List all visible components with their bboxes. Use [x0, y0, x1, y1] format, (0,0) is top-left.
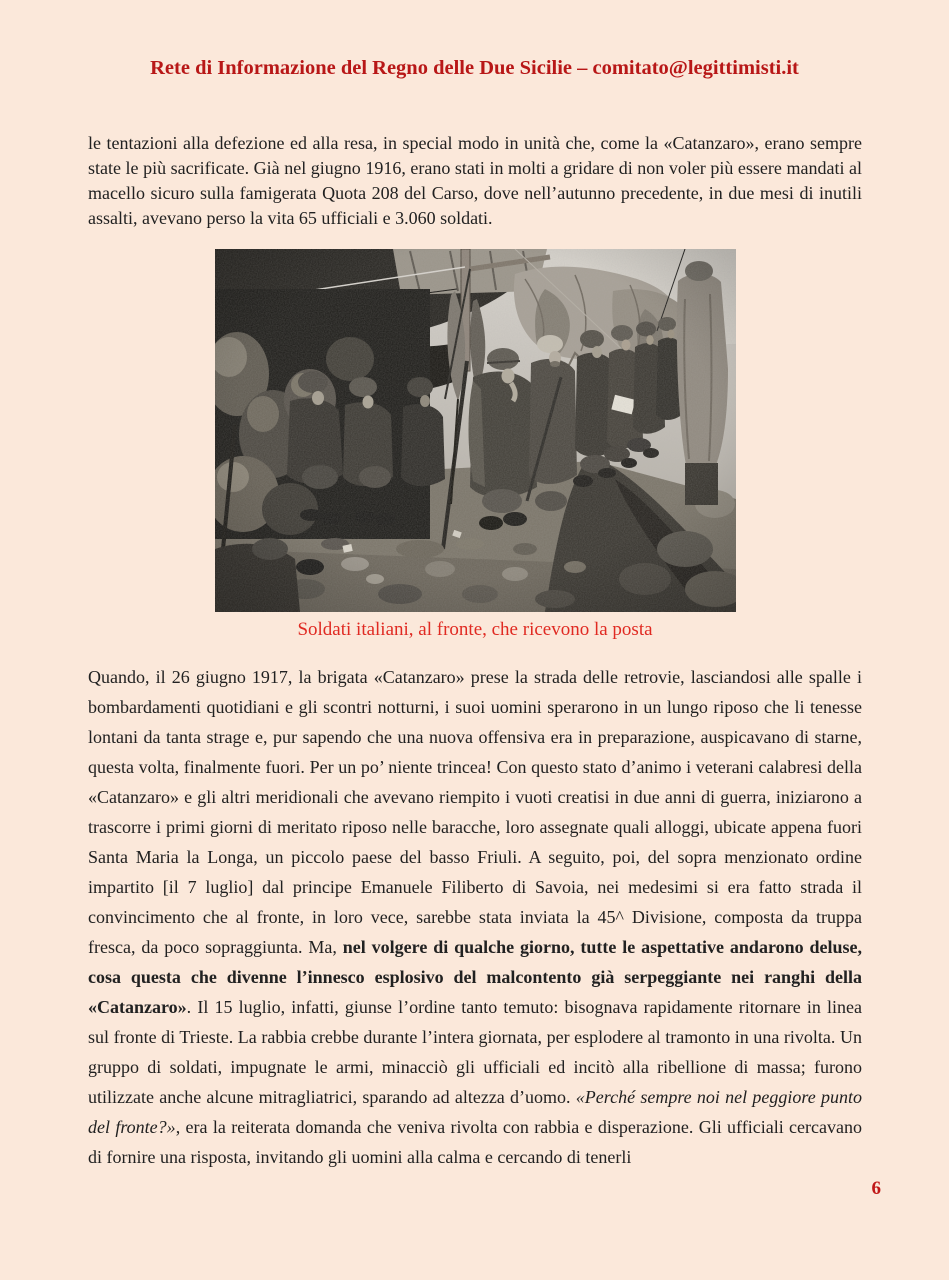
page-number: 6 [871, 1178, 881, 1199]
trench-photo [215, 249, 736, 612]
newsletter-header: Rete di Informazione del Regno delle Due Sicilie – comitato@legittimisti.it [150, 57, 799, 79]
photo-caption: Soldati italiani, al fronte, che ricevono la posta [297, 619, 653, 640]
photo-figure [215, 249, 736, 643]
paragraph-main: Quando, il 26 giugno 1917, la brigata «Catanzaro» prese la strada delle retrovie, lasciandosi alle spalle i bombardamenti quotidiani e gli scontri notturni, i suoi uomini sperarono in un lungo riposo che li tenesse lontani da tanta strage e, pur sapendo che una nuova offensiva era in preparazione, auspicavano di starne, questa volta, finalmente fuori. Per un po’ niente trincea! Con questo stato d’animo i veterani calabresi della «Catanzaro» e gli altri meridionali che avevano riempito i vuoti creatisi in due anni di guerra, iniziarono a trascorre i primi giorni di meritato riposo nelle baracche, loro assegnate quali alloggi, ubicate appena fuori Santa Maria la Longa, un piccolo paese del basso Friuli. A seguito, poi, del sopra menzionato ordine impartito [il 7 luglio] dal principe Emanuele Filiberto di Savoia, nei medesimi si era fatto strada il convincimento che al fronte, in loro vece, sarebbe stata inviata la 45^ Divisione, composta da truppa fresca, da poco sopraggiunta. Ma, nel volgere di qualche giorno, tutte le aspettative andarono deluse, cosa questa che divenne l’innesco esplosivo del malcontento già serpeggiante nei ranghi della «Catanzaro». Il 15 luglio, infatti, giunse l’ordine tanto temuto: bisognava rapidamente ritornare in linea sul fronte di Trieste. La rabbia crebbe durante l’intera giornata, per esplodere al tramonto in una rivolta. Un gruppo di soldati, impugnate le armi, minacciò gli ufficiali ed incitò alla ribellione di massa; furono utilizzate anche alcune mitragliatrici, sparando ad altezza d’uomo. «Perché sempre noi nel peggiore punto del fronte?», era la reiterata domanda che veniva rivolta con rabbia e disperazione. Gli ufficiali cercavano di fornire una risposta, invitando gli uomini alla calma e cercando di tenerli [88, 667, 862, 1167]
page-content [0, 131, 949, 1172]
paragraph-intro: le tentazioni alla defezione ed alla resa, in special modo in unità che, come la «Catanzaro», erano sempre state le più sacrificate. Già nel giugno 1916, erano stati in molti a gridare di non voler più essere mandati al macello sicuro sulla famigerata Quota 208 del Carso, dove nell’autunno precedente, in due mesi di inutili assalti, avevano perso la vita 65 ufficiali e 3.060 soldati. [88, 133, 862, 228]
